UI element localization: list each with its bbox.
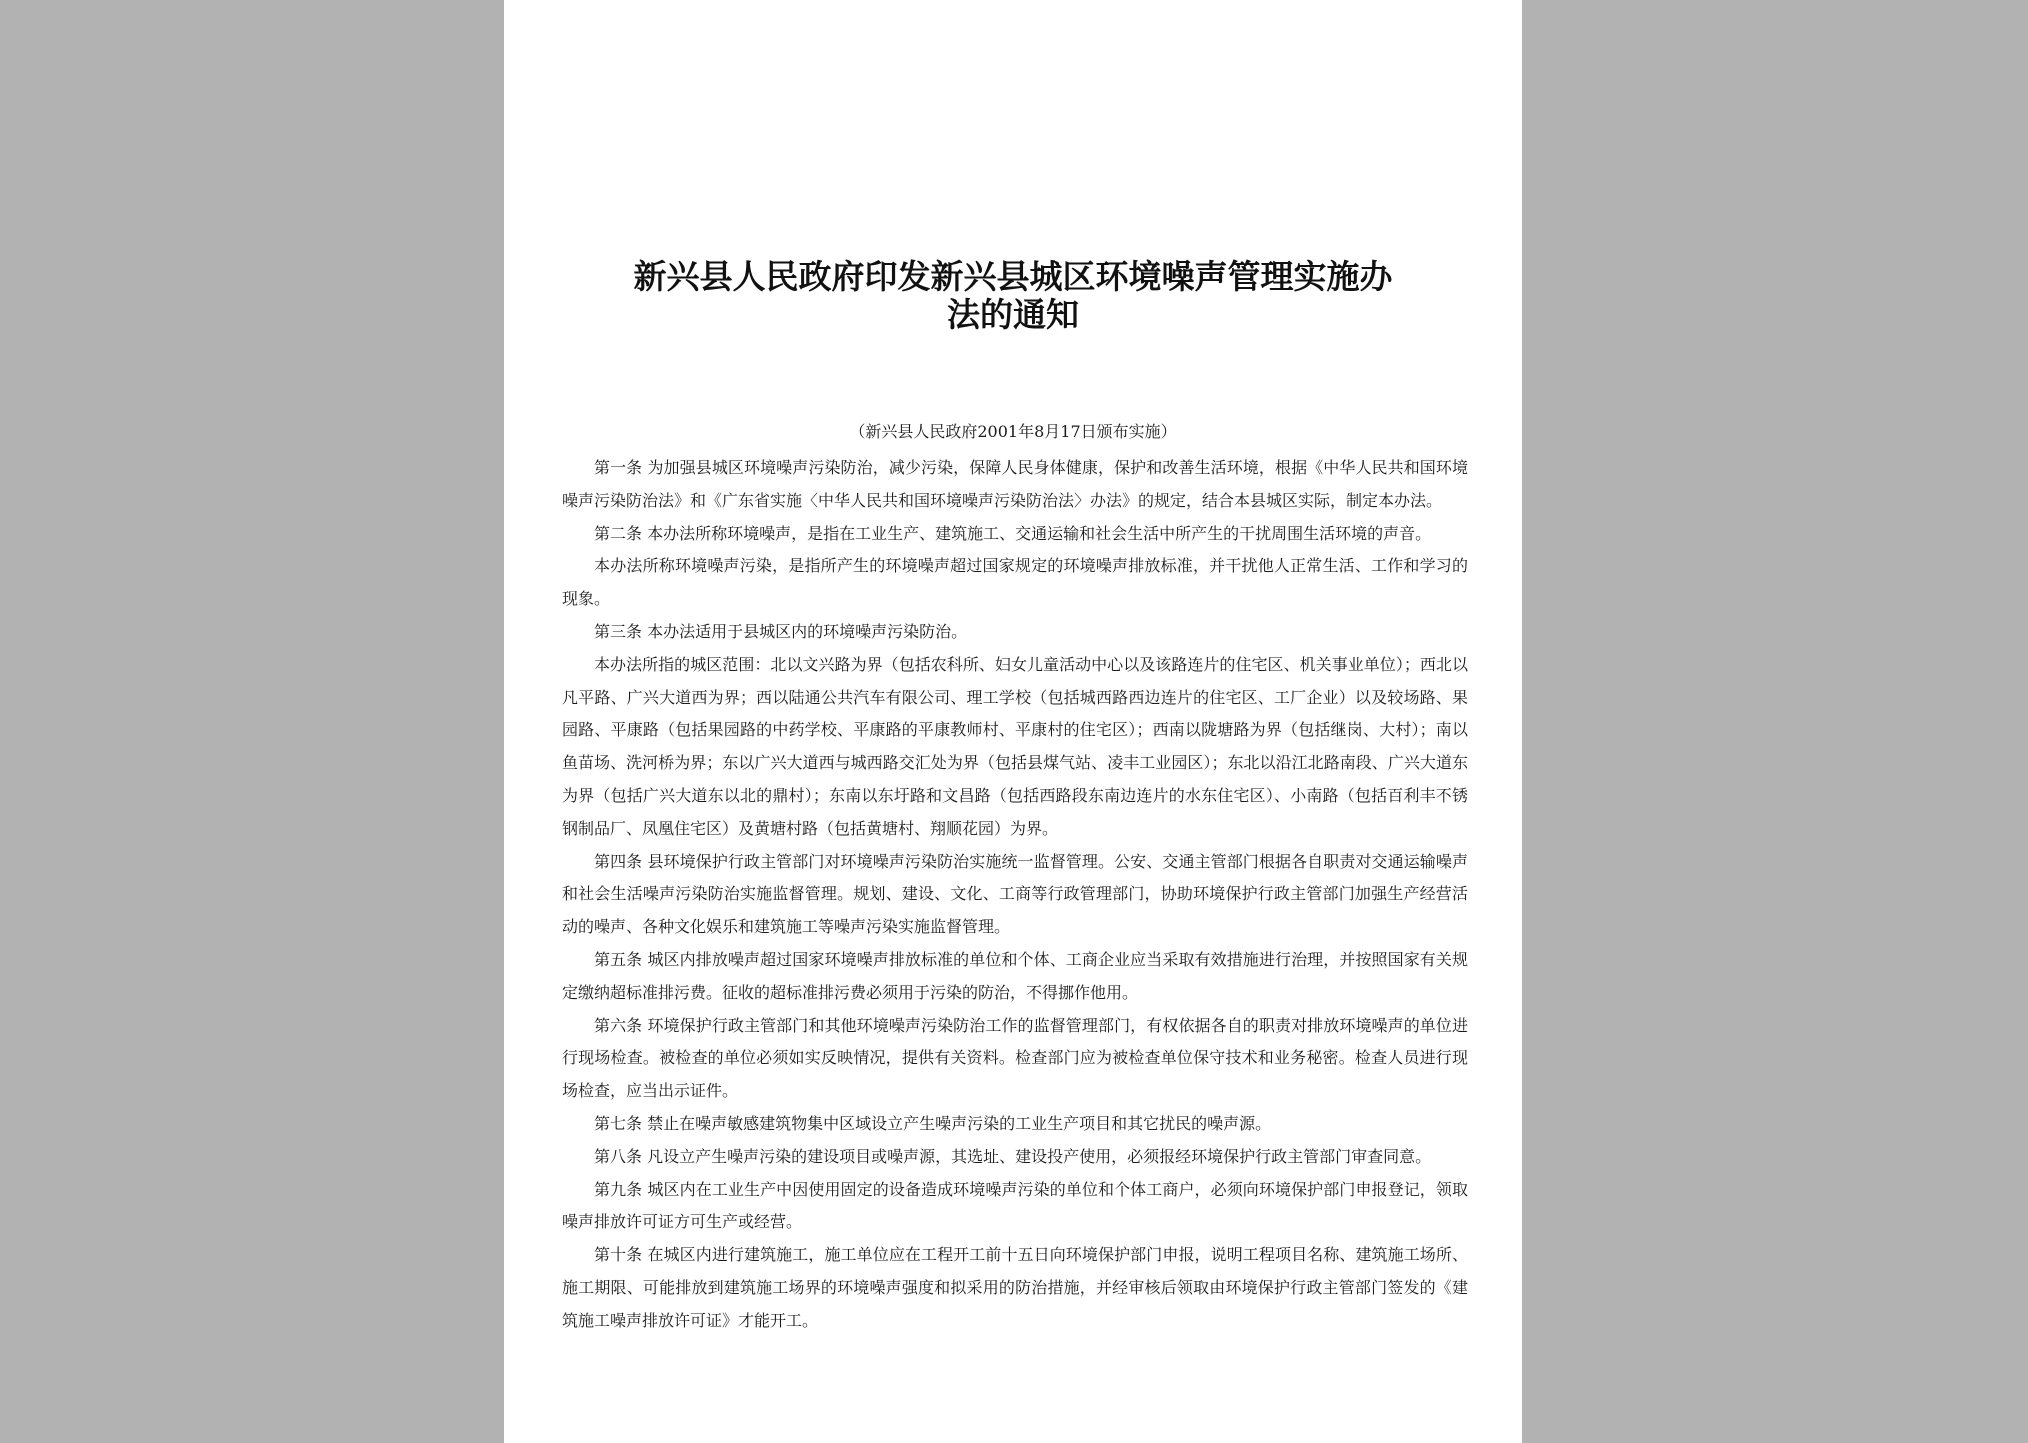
paragraph-article-3: 第三条 本办法适用于县城区内的环境噪声污染防治。 xyxy=(594,621,968,641)
document-page xyxy=(504,0,1522,1443)
paragraph-article-8: 第八条 凡设立产生噪声污染的建设项目或噪声源，其选址、建设投产使用，必须报经环境保护行政主管部门审查同意。 xyxy=(594,1146,1432,1166)
title-line-2: 法的通知 xyxy=(947,295,1079,334)
paragraph-article-5: 第五条 城区内排放噪声超过国家环境噪声排放标准的单位和个体、工商企业应当采取有效措施进行治理，并按照国家有关规定缴纳超标准排污费。征收的超标准排污费必须用于污染的防治，不得挪作他用。 xyxy=(562,949,1468,1002)
paragraph-article-9: 第九条 城区内在工业生产中因使用固定的设备造成环境噪声污染的单位和个体工商户，必须向环境保护部门申报登记，领取噪声排放许可证方可生产或经营。 xyxy=(562,1179,1468,1232)
paragraph-article-4: 第四条 县环境保护行政主管部门对环境噪声污染防治实施统一监督管理。公安、交通主管部门根据各自职责对交通运输噪声和社会生活噪声污染防治实施监督管理。规划、建设、文化、工商等行政管理部门，协助环境保护行政主管部门加强生产经营活动的噪声、各种文化娱乐和建筑施工等噪声污染实施监督管理。 xyxy=(562,851,1468,937)
title-line-1: 新兴县人民政府印发新兴县城区环境噪声管理实施办 xyxy=(633,257,1393,296)
paragraph-article-3-scope: 本办法所指的城区范围：北以文兴路为界（包括农科所、妇女儿童活动中心以及该路连片的住宅区、机关事业单位）；西北以凡平路、广兴大道西为界；西以陆通公共汽车有限公司、理工学校（包括城西路西边连片的住宅区、工厂企业）以及较场路、果园路、平康路（包括果园路的中药学校、平康路的平康教师村、平康村的住宅区）；西南以陇塘路为界（包括继岗、大村）；南以鱼苗场、洗河桥为界；东以广兴大道西与城西路交汇处为界（包括县煤气站、凌丰工业园区）；东北以沿江北路南段、广兴大道东为界（包括广兴大道东以北的鼎村）；东南以东圩路和文昌路（包括西路段东南边连片的水东住宅区）、小南路（包括百利丰不锈钢制品厂、凤凰住宅区）及黄塘村路（包括黄塘村、翔顺花园）为界。 xyxy=(562,654,1468,838)
paragraph-article-7: 第七条 禁止在噪声敏感建筑物集中区域设立产生噪声污染的工业生产项目和其它扰民的噪声源。 xyxy=(594,1113,1272,1133)
issuance-note: （新兴县人民政府2001年8月17日颁布实施） xyxy=(849,422,1177,441)
document-title xyxy=(564,258,1462,334)
document-body xyxy=(562,452,1468,1338)
paragraph-article-1: 第一条 为加强县城区环境噪声污染防治，减少污染，保障人民身体健康，保护和改善生活环境，根据《中华人民共和国环境噪声污染防治法》和《广东省实施〈中华人民共和国环境噪声污染防治法〉办法》的规定，结合本县城区实际，制定本办法。 xyxy=(562,458,1468,510)
paragraph-article-2: 第二条 本办法所称环境噪声，是指在工业生产、建筑施工、交通运输和社会生活中所产生的干扰周围生活环境的声音。 xyxy=(594,523,1432,543)
paragraph-article-2-cont: 本办法所称环境噪声污染，是指所产生的环境噪声超过国家规定的环境噪声排放标准，并干扰他人正常生活、工作和学习的现象。 xyxy=(562,556,1468,609)
paragraph-article-6: 第六条 环境保护行政主管部门和其他环境噪声污染防治工作的监督管理部门，有权依据各自的职责对排放环境噪声的单位进行现场检查。被检查的单位必须如实反映情况，提供有关资料。检查部门应为被检查单位保守技术和业务秘密。检查人员进行现场检查，应当出示证件。 xyxy=(562,1015,1468,1101)
paragraph-article-10: 第十条 在城区内进行建筑施工，施工单位应在工程开工前十五日向环境保护部门申报，说明工程项目名称、建筑施工场所、施工期限、可能排放到建筑施工场界的环境噪声强度和拟采用的防治措施，并经审核后领取由环境保护行政主管部门签发的《建筑施工噪声排放许可证》才能开工。 xyxy=(562,1245,1468,1330)
